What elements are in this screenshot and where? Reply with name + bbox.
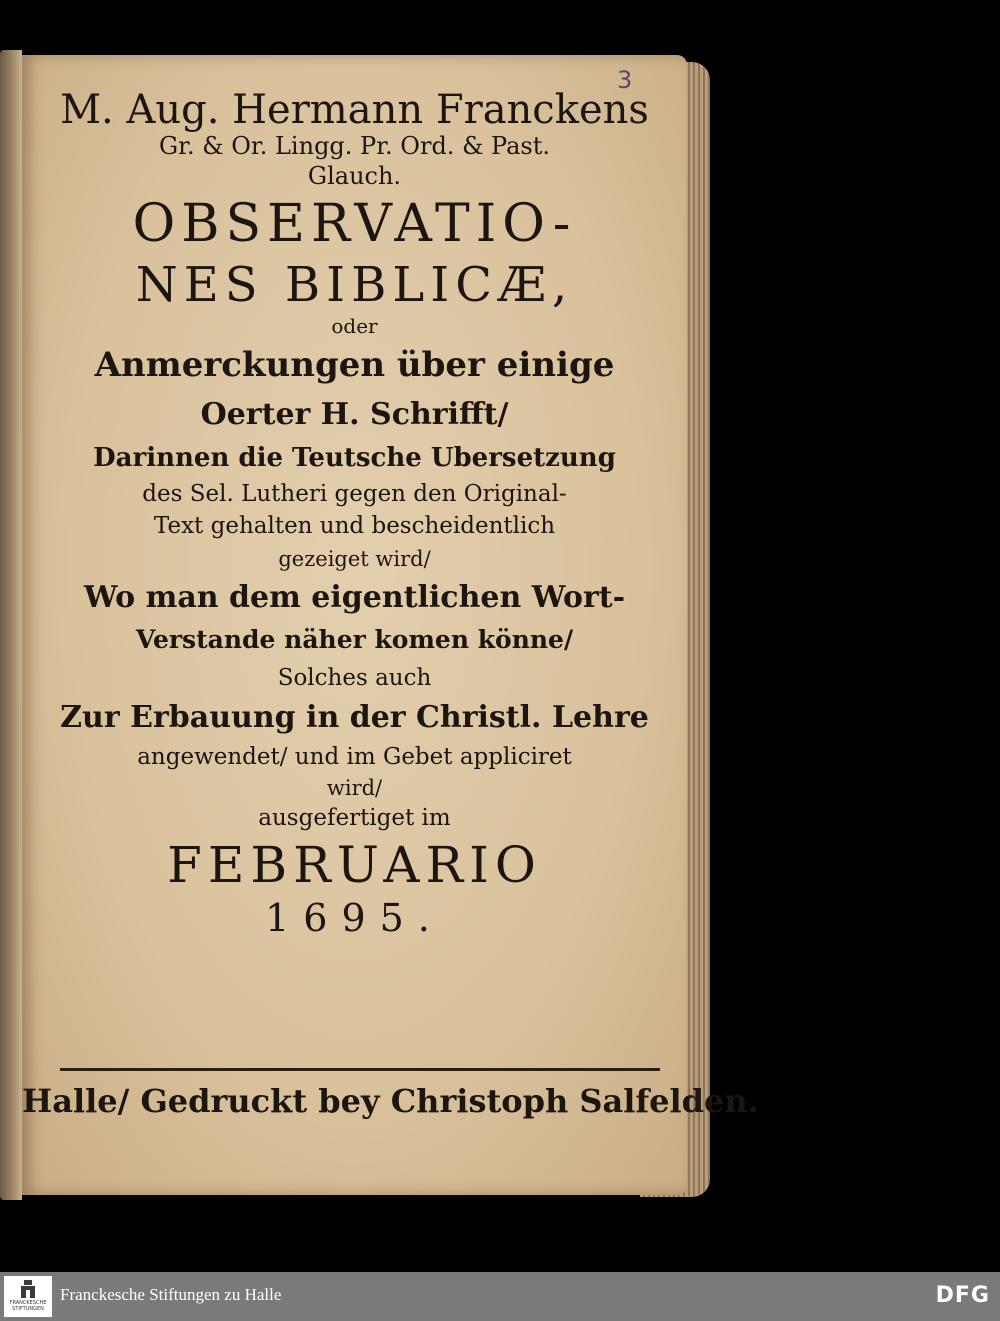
year-line: 1695. bbox=[265, 896, 444, 940]
author-place-line: Glauch. bbox=[307, 162, 402, 190]
body-line-4: gezeiget wird/ bbox=[278, 547, 431, 571]
franckesche-stiftungen-logo[interactable] bbox=[4, 1276, 52, 1317]
body-line-2: des Sel. Lutheri gegen den Original- bbox=[142, 481, 567, 507]
body-line-3: Text gehalten und bescheidentlich bbox=[153, 513, 556, 539]
subtitle-line-2: Oerter H. Schrifft/ bbox=[200, 397, 509, 432]
month-line: FEBRUARIO bbox=[167, 836, 542, 894]
imprint-line: Halle/ Gedruckt bey Christoph Salfelden. bbox=[22, 1082, 759, 1120]
body-line-10: wird/ bbox=[326, 776, 383, 800]
title-page-text bbox=[22, 88, 687, 940]
body-line-11: ausgefertiget im bbox=[258, 805, 451, 831]
body-line-8: Zur Erbauung in der Christl. Lehre bbox=[60, 700, 649, 735]
dfg-logo[interactable]: DFG bbox=[935, 1283, 990, 1308]
body-line-5: Wo man dem eigentlichen Wort- bbox=[83, 580, 626, 615]
main-title-line-1: OBSERVATIO- bbox=[132, 194, 577, 254]
body-line-6: Verstande näher komen könne/ bbox=[135, 625, 574, 654]
body-line-1: Darinnen die Teutsche Ubersetzung bbox=[93, 443, 616, 473]
logo-text: FRANCKESCHE STIFTUNGEN bbox=[9, 1300, 47, 1312]
author-line: M. Aug. Hermann Franckens bbox=[60, 87, 649, 133]
institution-name: Franckesche Stiftungen zu Halle bbox=[60, 1285, 282, 1304]
viewer-footer-bar bbox=[0, 1272, 1000, 1321]
body-line-9: angewendet/ und im Gebet appliciret bbox=[137, 744, 572, 770]
author-titles-line: Gr. & Or. Lingg. Pr. Ord. & Past. bbox=[158, 132, 551, 160]
imprint-rule bbox=[60, 1068, 660, 1071]
folio-number: 3 bbox=[617, 66, 633, 94]
book-spine-edge bbox=[0, 50, 22, 1200]
oder-line: oder bbox=[331, 314, 378, 338]
building-icon bbox=[21, 1280, 35, 1298]
body-line-7: Solches auch bbox=[277, 665, 432, 691]
main-title-line-2: NES BIBLICÆ, bbox=[135, 257, 574, 313]
subtitle-line-1: Anmerckungen über einige bbox=[94, 345, 615, 385]
